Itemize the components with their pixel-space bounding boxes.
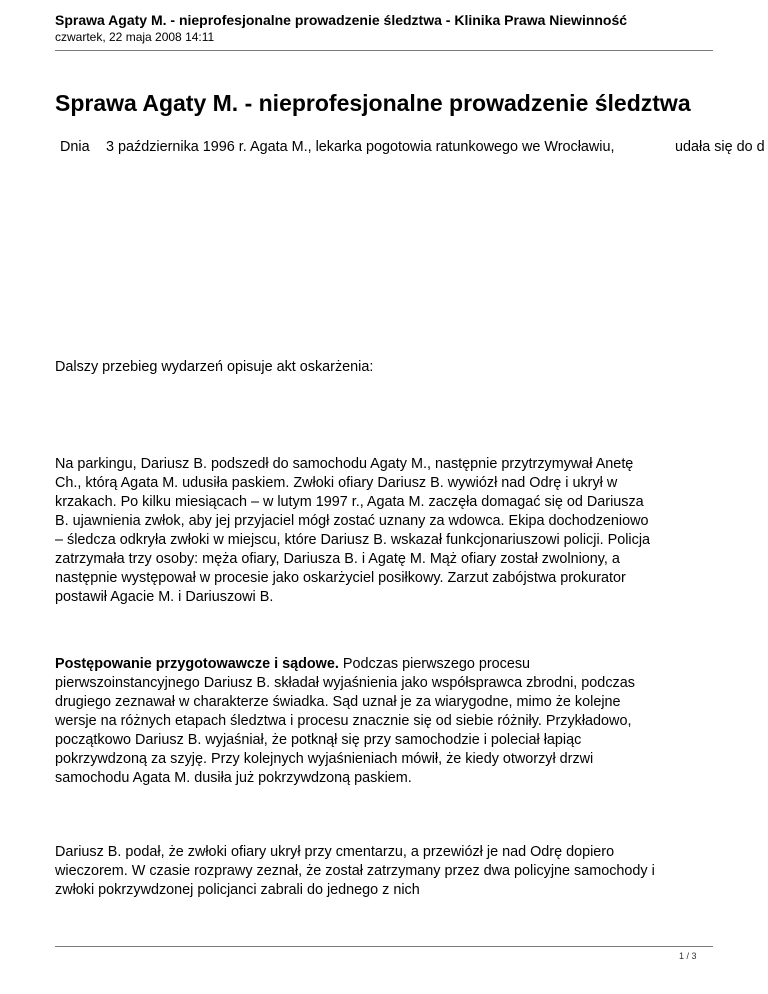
intro-word-dnia: Dnia: [60, 139, 90, 155]
intro-cutoff-text: udała się do d: [675, 139, 765, 155]
paragraph-proceedings-heading: Postępowanie przygotowawcze i sądowe.: [55, 656, 339, 672]
paragraph-intro-act: Dalszy przebieg wydarzeń opisuje akt oskarżenia:: [55, 359, 374, 375]
header-divider: [55, 50, 713, 51]
header-title: Sprawa Agaty M. - nieprofesjonalne prowadzenie śledztwa - Klinika Prawa Niewinność: [55, 12, 628, 28]
intro-date-text: 3 października 1996 r. Agata M., lekarka pogotowia ratunkowego we Wrocławiu,: [106, 139, 615, 155]
paragraph-proceedings-body: Podczas pierwszego procesu pierwszoinstancyjnego Dariusz B. składał wyjaśnienia jako współsprawca zbrodni, podczas drugiego zeznawał w charakterze świadka. Sąd uznał je za wiarygodne, mimo że kolejne wersje na różnych etapach śledztwa i procesu znacznie się od siebie różniły. Przykładowo, początkowo Dariusz B. wyjaśniał, że potknął się przy samochodzie i poleciał łapiąc pokrzywdzoną za szyję. Przy kolejnych wyjaśnieniach mówił, że kiedy otworzył drzwi samochodu Agata M. dusiła już pokrzywdzoną paskiem.: [55, 656, 635, 786]
article-title: Sprawa Agaty M. - nieprofesjonalne prowadzenie śledztwa: [55, 90, 691, 116]
header-date: czwartek, 22 maja 2008 14:11: [55, 30, 215, 44]
footer-divider: [55, 946, 713, 947]
paragraph-testimony: Dariusz B. podał, że zwłoki ofiary ukrył przy cmentarzu, a przewiózł je nad Odrę dopiero wieczorem. W czasie rozprawy zeznał, że został zatrzymany przez dwa policyjne samochody i zwłoki pokrzywdzonej policjanci zabrali do jednego z nich: [55, 844, 655, 898]
paragraph-events: Na parkingu, Dariusz B. podszedł do samochodu Agaty M., następnie przytrzymywał Anetę Ch., którą Agata M. udusiła paskiem. Zwłoki ofiary Dariusz B. wywiózł nad Odrę i ukrył w krzakach. Po kilku miesiącach – w lutym 1997 r., Agata M. zaczęła domagać się od Dariusza B. ujawnienia zwłok, aby jej przyjaciel mógł zostać uznany za wdowca. Ekipa dochodzeniowo – śledcza odkryła zwłoki w miejscu, które Dariusz B. wskazał funkcjonariuszowi policji. Policja zatrzymała trzy osoby: męża ofiary, Dariusza B. i Agatę M. Mąż ofiary został zwolniony, a następnie występował w procesie jako oskarżyciel posiłkowy. Zarzut zabójstwa prokurator postawił Agacie M. i Dariuszowi B.: [55, 456, 651, 605]
page-header: [55, 12, 713, 45]
paragraph-proceedings: [55, 655, 720, 788]
page-number: 1 / 3: [679, 951, 697, 961]
